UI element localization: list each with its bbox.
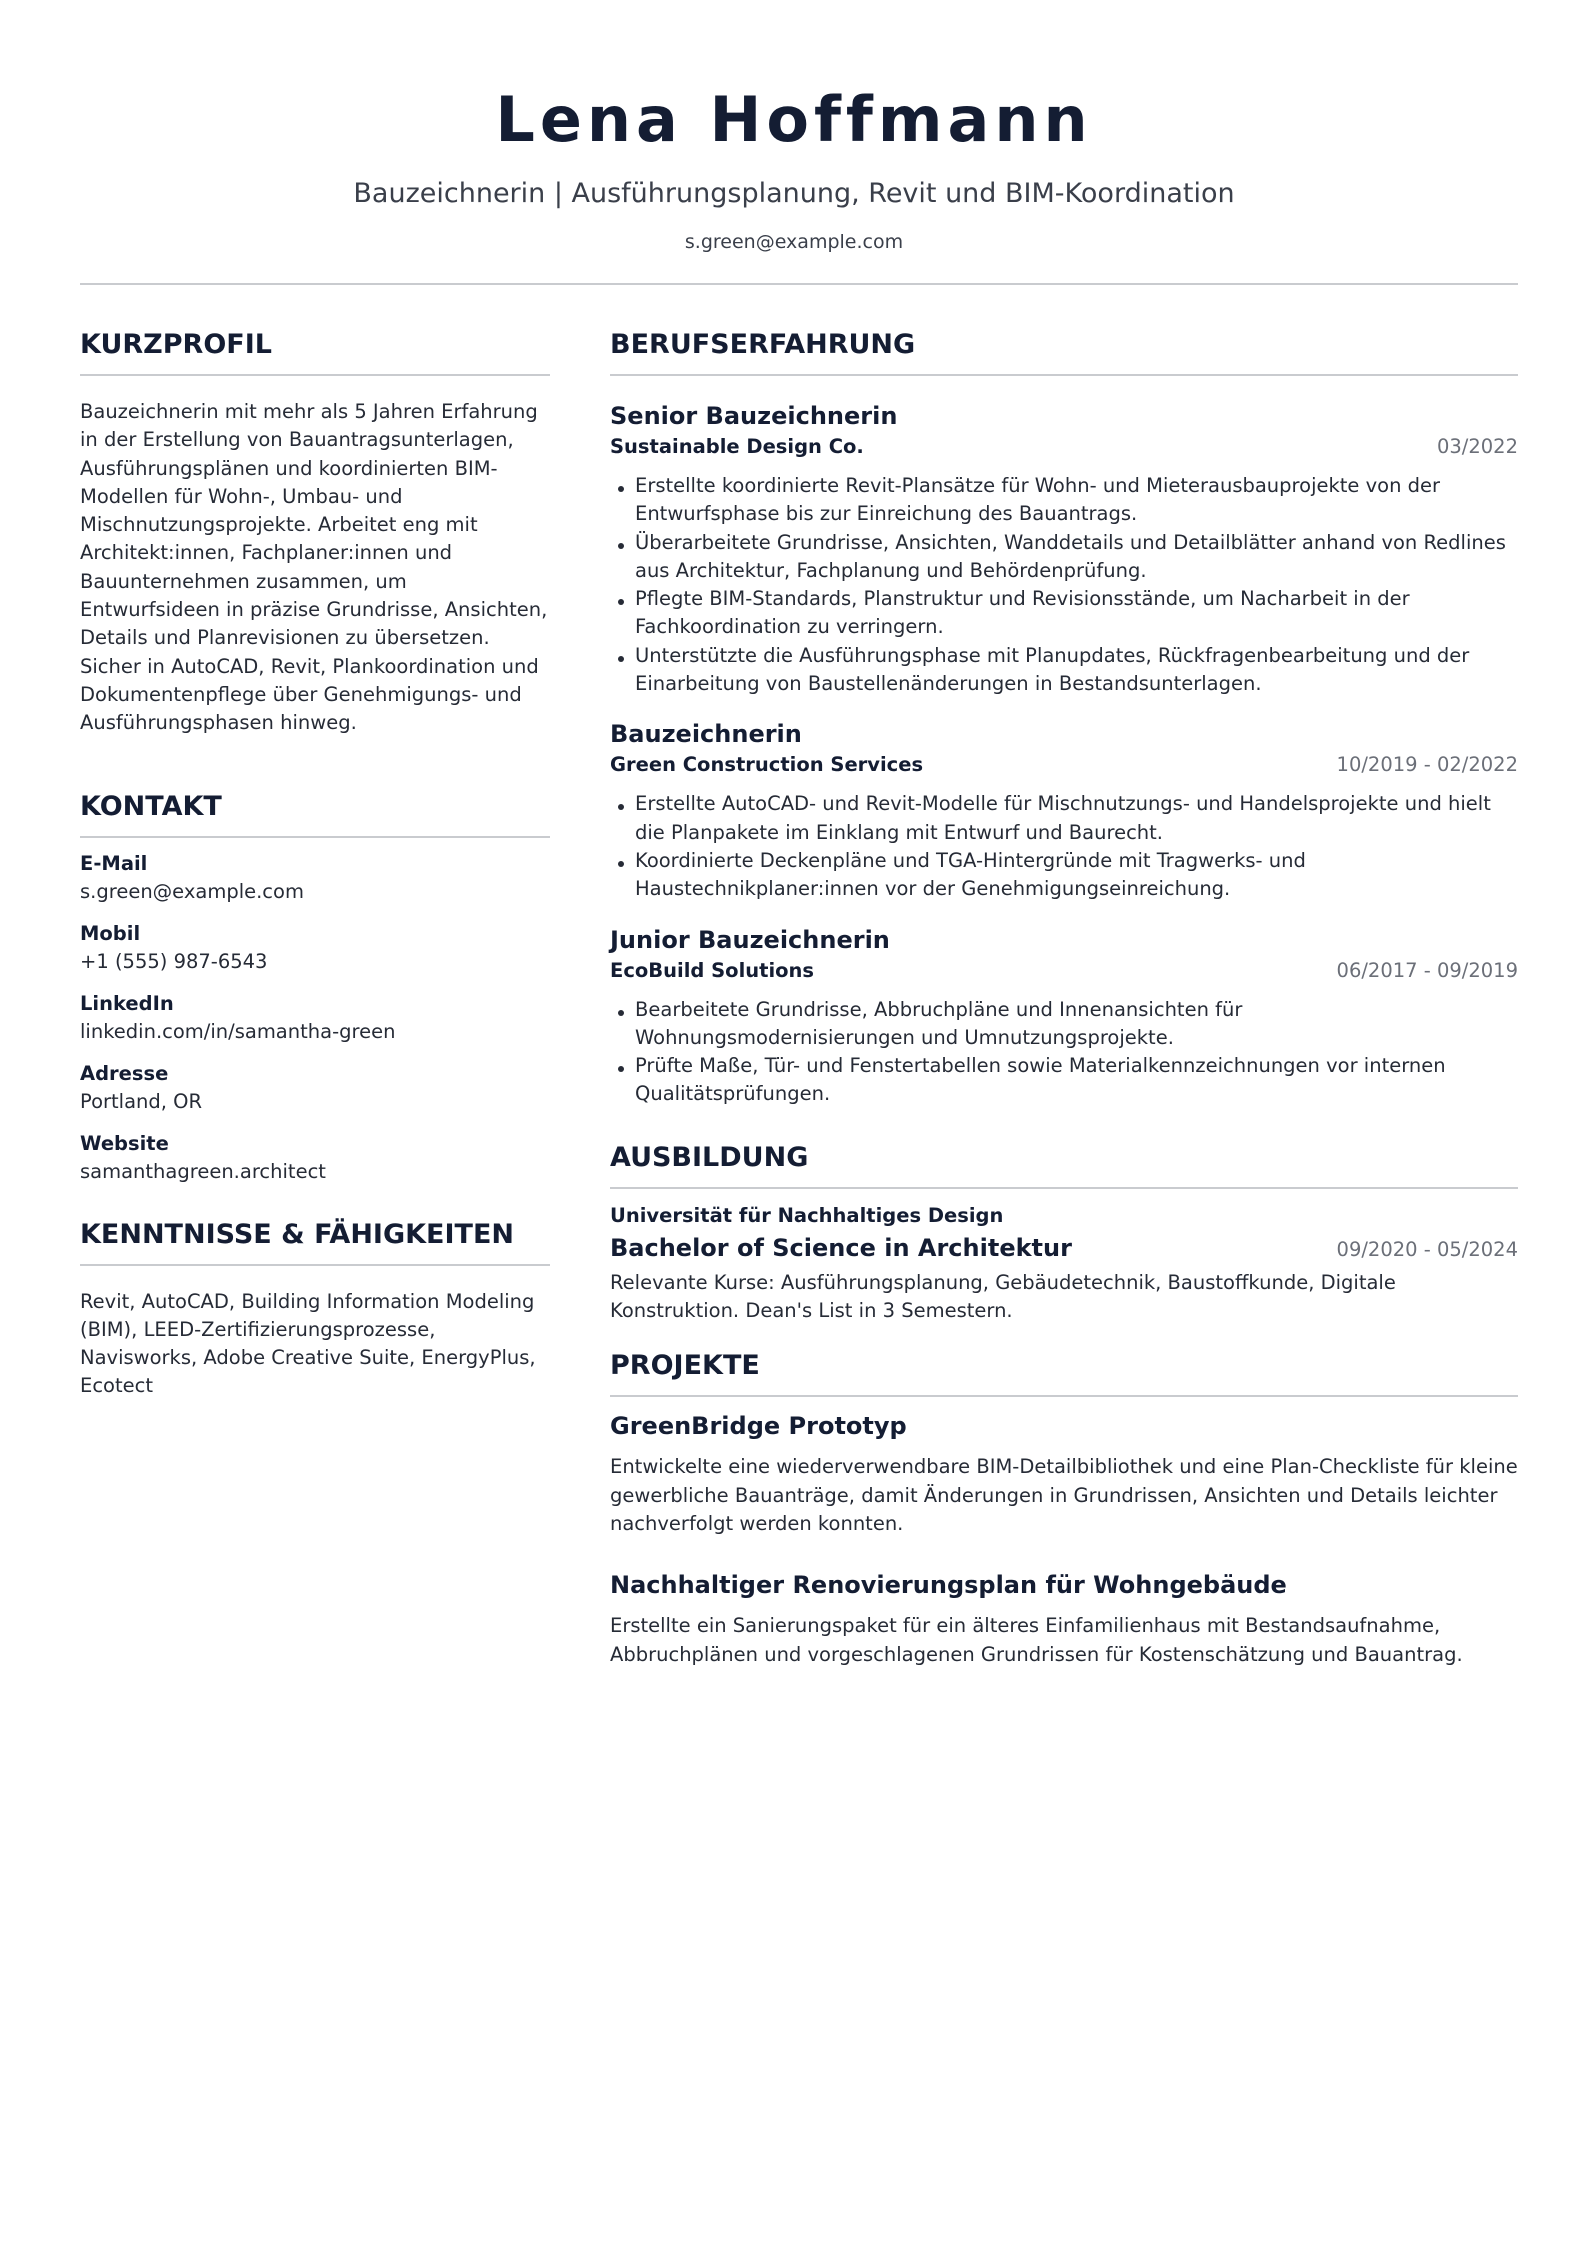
contact-heading: KONTAKT: [80, 788, 550, 838]
education-dates: 09/2020 - 05/2024: [1336, 1237, 1518, 1261]
job-dates: 06/2017 - 09/2019: [1336, 958, 1518, 982]
project-entry: [610, 1568, 1518, 1669]
resume-header: [0, 0, 1588, 255]
contact-linkedin-value[interactable]: linkedin.com/in/samantha-green: [80, 1019, 396, 1043]
contact-email-value[interactable]: s.green@example.com: [80, 879, 304, 903]
candidate-name: Lena Hoffmann: [495, 83, 1093, 156]
education-details: Relevante Kurse: Ausführungsplanung, Gebäudetechnik, Baustoffkunde, Digitale Konstruktion. Dean's List in 3 Semestern.: [610, 1270, 1396, 1323]
left-column: [80, 326, 550, 1401]
bullet-item: Prüfte Maße, Tür- und Fenstertabellen sowie Materialkennzeichnungen vor internen Qualitätsprüfungen.: [610, 1052, 1518, 1109]
contact-item-email: [80, 850, 550, 906]
skills-section: [80, 1216, 550, 1401]
header-divider: [80, 283, 1518, 285]
project-title: GreenBridge Prototyp: [610, 1412, 907, 1441]
education-school: Universität für Nachhaltiges Design: [610, 1203, 1004, 1227]
job-bullets: [610, 996, 1518, 1109]
contact-label: Adresse: [80, 1061, 169, 1085]
skills-text: Revit, AutoCAD, Building Information Modeling (BIM), LEED-Zertifizierungsprozesse, Navisworks, Adobe Creative Suite, EnergyPlus, Ecotect: [80, 1289, 536, 1398]
job-entry: [610, 400, 1518, 698]
experience-section: [610, 326, 1518, 1109]
contact-item-address: [80, 1060, 550, 1116]
education-meta: [610, 1231, 1518, 1265]
contact-item-mobile: [80, 920, 550, 976]
right-column: [610, 326, 1518, 1699]
project-text: Erstellte ein Sanierungspaket für ein älteres Einfamilienhaus mit Bestandsaufnahme, Abbruchplänen und vorgeschlagenen Grundrissen für Kostenschätzung und Bauantrag.: [610, 1614, 1463, 1666]
contact-item-website: [80, 1130, 550, 1186]
profile-section: [80, 326, 550, 738]
bullet-item: Erstellte koordinierte Revit-Plansätze für Wohn- und Mieterausbauprojekte von der Entwurfsphase bis zur Einreichung des Bauantrags.: [610, 472, 1518, 529]
experience-heading: BERUFSERFAHRUNG: [610, 326, 1518, 376]
job-bullets: [610, 790, 1518, 903]
bullet-item: Überarbeitete Grundrisse, Ansichten, Wanddetails und Detailblätter anhand von Redlines aus Architektur, Fachplanung und Behördenprüfung.: [610, 529, 1518, 586]
bullet-item: Unterstützte die Ausführungsphase mit Planupdates, Rückfragenbearbeitung und der Einarbeitung von Baustellenänderungen in Bestandsunterlagen.: [610, 642, 1518, 699]
job-role: Junior Bauzeichnerin: [610, 925, 890, 954]
job-dates: 10/2019 - 02/2022: [1336, 753, 1518, 777]
job-entry: [610, 924, 1518, 1109]
contact-label: E-Mail: [80, 851, 148, 875]
candidate-title: Bauzeichnerin | Ausführungsplanung, Revit und BIM-Koordination: [353, 178, 1235, 209]
job-meta: [610, 956, 1518, 986]
job-role: Senior Bauzeichnerin: [610, 402, 898, 430]
contact-section: [80, 788, 550, 1186]
job-company: Sustainable Design Co.: [610, 435, 864, 458]
job-entry: [610, 718, 1518, 903]
bullet-item: Bearbeitete Grundrisse, Abbruchpläne und Innenansichten für Wohnungsmodernisierungen und Umnutzungsprojekte.: [610, 996, 1518, 1053]
contact-label: Website: [80, 1131, 169, 1155]
contact-label: Mobil: [80, 921, 141, 945]
bullet-item: Koordinierte Deckenpläne und TGA-Hintergründe mit Tragwerks- und Haustechnikplaner:innen vor der Genehmigungseinreichung.: [610, 847, 1518, 904]
projects-section: [610, 1347, 1518, 1668]
contact-item-linkedin: [80, 990, 550, 1046]
project-entry: [610, 1409, 1518, 1538]
contact-label: LinkedIn: [80, 991, 174, 1015]
project-text: Entwickelte eine wiederverwendbare BIM-Detailbibliothek und eine Plan-Checkliste für kleine gewerbliche Bauanträge, damit Änderungen in Grundrissen, Ansichten und Details leichter nachverfolgt werden konnten.: [610, 1455, 1518, 1535]
education-section: [610, 1139, 1518, 1326]
education-degree: Bachelor of Science in Architektur: [610, 1233, 1072, 1262]
job-meta: [610, 750, 1518, 780]
job-role: Bauzeichnerin: [610, 720, 802, 749]
contact-mobile-value[interactable]: +1 (555) 987-6543: [80, 949, 268, 973]
bullet-item: Erstellte AutoCAD- und Revit-Modelle für Mischnutzungs- und Handelsprojekte und hielt die Planpakete im Einklang mit Entwurf und Baurecht.: [610, 790, 1518, 847]
job-bullets: [610, 472, 1518, 698]
skills-heading: KENNTNISSE & FÄHIGKEITEN: [80, 1216, 550, 1266]
profile-heading: KURZPROFIL: [80, 326, 550, 376]
job-dates: 03/2022: [1436, 435, 1518, 458]
profile-text: Bauzeichnerin mit mehr als 5 Jahren Erfahrung in der Erstellung von Bauantragsunterlagen, Ausführungsplänen und koordinierten BIM-Modellen für Wohn-, Umbau- und Mischnutzungsprojekte. Arbeitet eng mit Architekt:innen, Fachplaner:innen und Bauunternehmen zusammen, um Entwurfsideen in präzise Grundrisse, Ansichten, Details und Planrevisionen zu übersetzen. Sicher in AutoCAD, Revit, Plankoordination und Dokumentenpflege über Genehmigungs- und Ausführungsphasen hinweg.: [80, 400, 548, 735]
contact-website-value[interactable]: samanthagreen.architect: [80, 1159, 326, 1183]
contact-address-value: Portland, OR: [80, 1089, 203, 1113]
bullet-item: Pflegte BIM-Standards, Planstruktur und Revisionsstände, um Nacharbeit in der Fachkoordination zu verringern.: [610, 585, 1518, 642]
project-title: Nachhaltiger Renovierungsplan für Wohngebäude: [610, 1571, 1287, 1600]
projects-heading: PROJEKTE: [610, 1347, 1518, 1397]
education-heading: AUSBILDUNG: [610, 1139, 1518, 1189]
job-company: Green Construction Services: [610, 753, 924, 777]
job-meta: [610, 432, 1518, 462]
job-company: EcoBuild Solutions: [610, 958, 815, 982]
header-email: s.green@example.com: [684, 231, 904, 253]
